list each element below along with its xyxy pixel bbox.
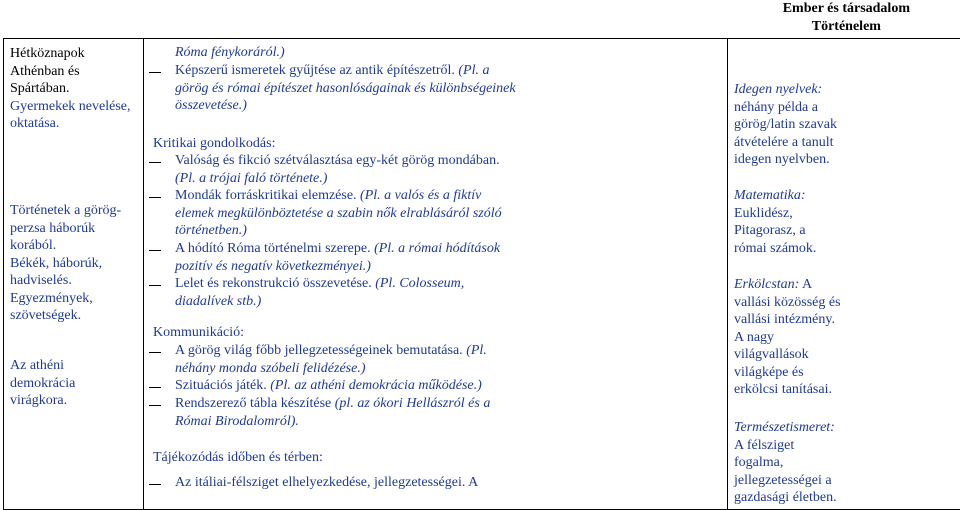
section-orientation: Tájékozódás időben és térben: — [153, 450, 323, 465]
list-item-rome-role: A hódító Róma történelmi szerepe. (Pl. a római hódítások pozitív és negatív következményei.) — [175, 241, 501, 274]
link-natural-science: Természetismeret: A félsziget fogalma, jellegzetességei a gazdasági életben. — [734, 420, 837, 505]
list-item-role-play: Szituációs játék. (Pl. az athéni demokrácia működése.) — [175, 378, 482, 393]
list-item-fiction: Valóság és fikció szétválasztása egy-két görög mondában. (Pl. a trójai faló története.) — [175, 153, 500, 186]
list-item-table: Rendszerező tábla készítése (pl. az ókori Hellászról és a Római Birodalomról). — [175, 396, 491, 429]
list-item-finds: Lelet és rekonstrukció összevetése. (Pl. Colosseum, diadalívek stb.) — [175, 276, 465, 309]
subject-title: Ember és társadalom — [782, 1, 910, 16]
link-ethics: Erkölcstan: A vallási közösség és vallási intézmény. A nagy világvallások világképe és erkölcsi tanításai. — [734, 277, 841, 397]
list-item-architecture: Képszerű ismeretek gyűjtése az antik építészetről. (Pl. a görög és római építészet hasonlóságainak és különbségeinek összevetése.) — [175, 63, 516, 113]
bullet-dash — [149, 250, 161, 251]
topic-everyday-life: Hétköznapok Athénban és Spártában. Gyermekek nevelése, oktatása. — [10, 46, 131, 131]
list-item-greek-world: A görög világ főbb jellegzetességeinek bemutatása. (Pl. néhány monda szóbeli felidézése.) — [175, 343, 487, 376]
bullet-dash — [149, 352, 161, 353]
list-item-source-criticism: Mondák forráskritikai elemzése. (Pl. a valós és a fiktív elemek megkülönböztetése a szabin nők elrablásáról szóló történetben.) — [175, 188, 502, 238]
curriculum-table — [3, 38, 960, 510]
bullet-dash — [149, 197, 161, 198]
section-communication: Kommunikáció: — [153, 325, 244, 340]
section-critical-thinking: Kritikai gondolkodás: — [153, 136, 276, 151]
connections-column — [728, 39, 960, 510]
bullet-dash — [149, 72, 161, 73]
list-item-italy: Az itáliai-félsziget elhelyezkedése, jellegzetességei. A — [175, 475, 479, 490]
page-header — [783, 0, 910, 36]
topic-persian-wars: Történetek a görög- perzsa háborúk korából. Békék, háborúk, hadviselés. Egyezmények, szövetségek. — [10, 203, 122, 323]
bullet-dash — [149, 285, 161, 286]
bullet-dash — [149, 387, 161, 388]
activities-column — [144, 39, 728, 510]
bullet-dash — [149, 162, 161, 163]
bullet-dash — [149, 484, 161, 485]
topic-athenian-democracy: Az athéni demokrácia virágkora. — [10, 358, 76, 408]
topics-column — [4, 39, 144, 510]
area-title: Történelem — [811, 19, 881, 34]
text-line: Róma fénykoráról.) — [175, 45, 285, 60]
link-mathematics: Matematika: Euklidész, Pitagorasz, a római számok. — [734, 188, 817, 256]
link-foreign-languages: Idegen nyelvek: néhány példa a görög/latin szavak átvételére a tanult idegen nyelvben. — [734, 82, 838, 167]
bullet-dash — [149, 405, 161, 406]
